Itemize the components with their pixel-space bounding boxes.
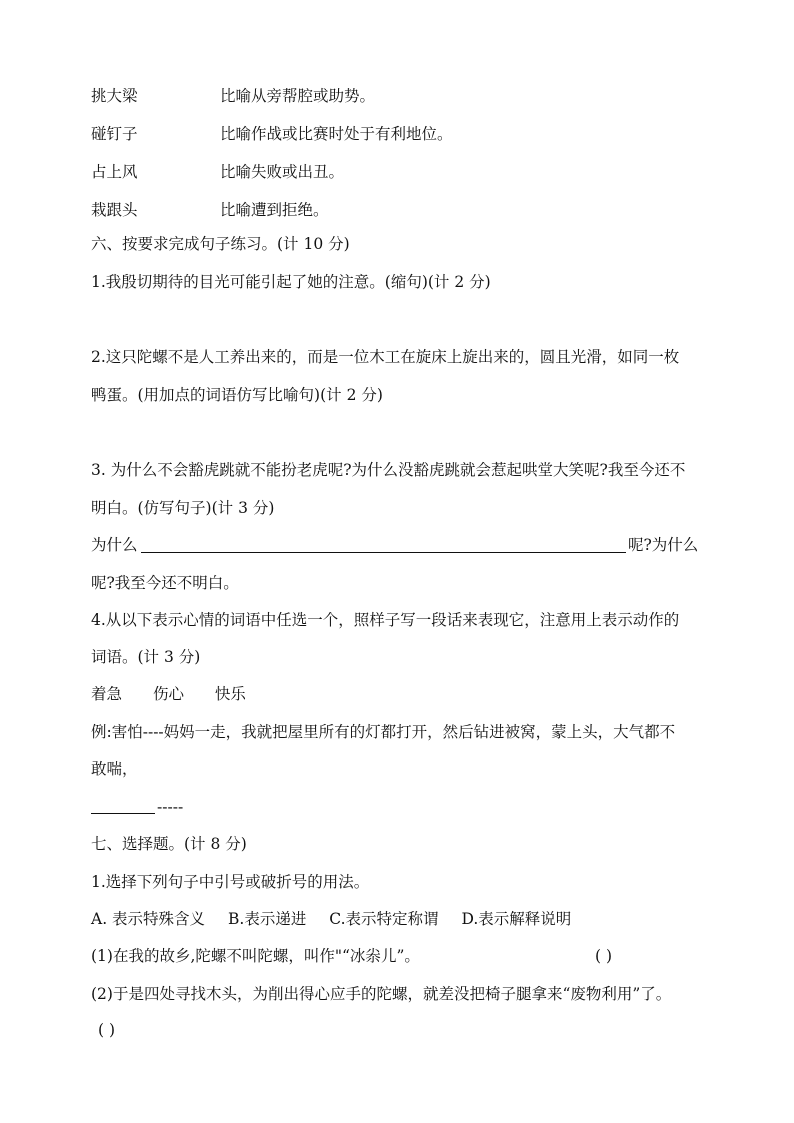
idiom-meaning: 比喻失败或出丑。	[220, 163, 345, 181]
option-d: D.表示解释说明	[461, 910, 572, 928]
question-2-line1: 2.这只陀螺不是人工养出来的，而是一位木工在旋床上旋出来的，圆且光滑，如同一枚	[91, 348, 680, 366]
option-a: A. 表示特殊含义	[91, 910, 206, 928]
question-3-line2: 明白。(仿写句子)(计 3 分)	[91, 499, 275, 517]
idiom-row	[0, 84, 794, 106]
section7-title: 七、选择题。(计 8 分)	[91, 835, 247, 853]
question-1: 1.我殷切期待的目光可能引起了她的注意。(缩句)(计 2 分)	[91, 273, 491, 291]
idiom-term: 挑大梁	[91, 87, 138, 105]
answer-paren-2[interactable]: ( )	[98, 1021, 116, 1039]
example-line1: 例:害怕----妈妈一走，我就把屋里所有的灯都打开，然后钻进被窝，蒙上头，大气都不	[91, 723, 676, 741]
answer-blank-short[interactable]	[91, 813, 155, 814]
question-3-fill-prefix: 为什么	[91, 536, 138, 554]
section6-title: 六、按要求完成句子练习。(计 10 分)	[91, 235, 350, 253]
mood-word: 着急	[91, 685, 123, 703]
answer-blank[interactable]	[141, 552, 626, 553]
section7-question-1: 1.选择下列句子中引号或破折号的用法。	[91, 873, 370, 891]
idiom-row	[0, 122, 794, 144]
idiom-term: 占上风	[91, 163, 138, 181]
question-4-line1: 4.从以下表示心情的词语中任选一个，照样子写一段话来表现它，注意用上表示动作的	[91, 611, 680, 629]
question-3-line1: 3. 为什么不会豁虎跳就不能扮老虎呢?为什么没豁虎跳就会惹起哄堂大笑呢?我至今还不	[91, 461, 686, 479]
sentence-1: (1)在我的故乡,陀螺不叫陀螺，叫作"“冰尜儿”。	[91, 947, 420, 965]
question-3-fill-suffix: 呢?为什么	[628, 536, 699, 554]
idiom-meaning: 比喻从旁帮腔或助势。	[220, 87, 376, 105]
question-4-line2: 词语。(计 3 分)	[91, 648, 201, 666]
answer-dashes: -----	[157, 798, 184, 816]
idiom-term: 碰钉子	[91, 125, 138, 143]
mood-word: 伤心	[152, 685, 184, 703]
idiom-row	[0, 160, 794, 182]
question-2-line2: 鸭蛋。(用加点的词语仿写比喻句)(计 2 分)	[91, 386, 383, 404]
question-3-line4: 呢?我至今还不明白。	[91, 574, 239, 592]
option-b: B.表示递进	[228, 910, 307, 928]
idiom-meaning: 比喻遭到拒绝。	[220, 201, 329, 219]
option-list	[91, 909, 589, 929]
idiom-term: 栽跟头	[91, 201, 138, 219]
answer-paren-1[interactable]: ( )	[595, 947, 613, 965]
mood-word-list	[91, 684, 272, 704]
mood-word: 快乐	[214, 685, 246, 703]
idiom-meaning: 比喻作战或比赛时处于有利地位。	[220, 125, 453, 143]
option-c: C.表示特定称谓	[329, 910, 439, 928]
sentence-2: (2)于是四处寻找木头，为削出得心应手的陀螺，就差没把椅子腿拿来“废物利用”了。	[91, 985, 672, 1003]
idiom-row	[0, 198, 794, 220]
example-line2: 敢喘，	[91, 760, 138, 778]
